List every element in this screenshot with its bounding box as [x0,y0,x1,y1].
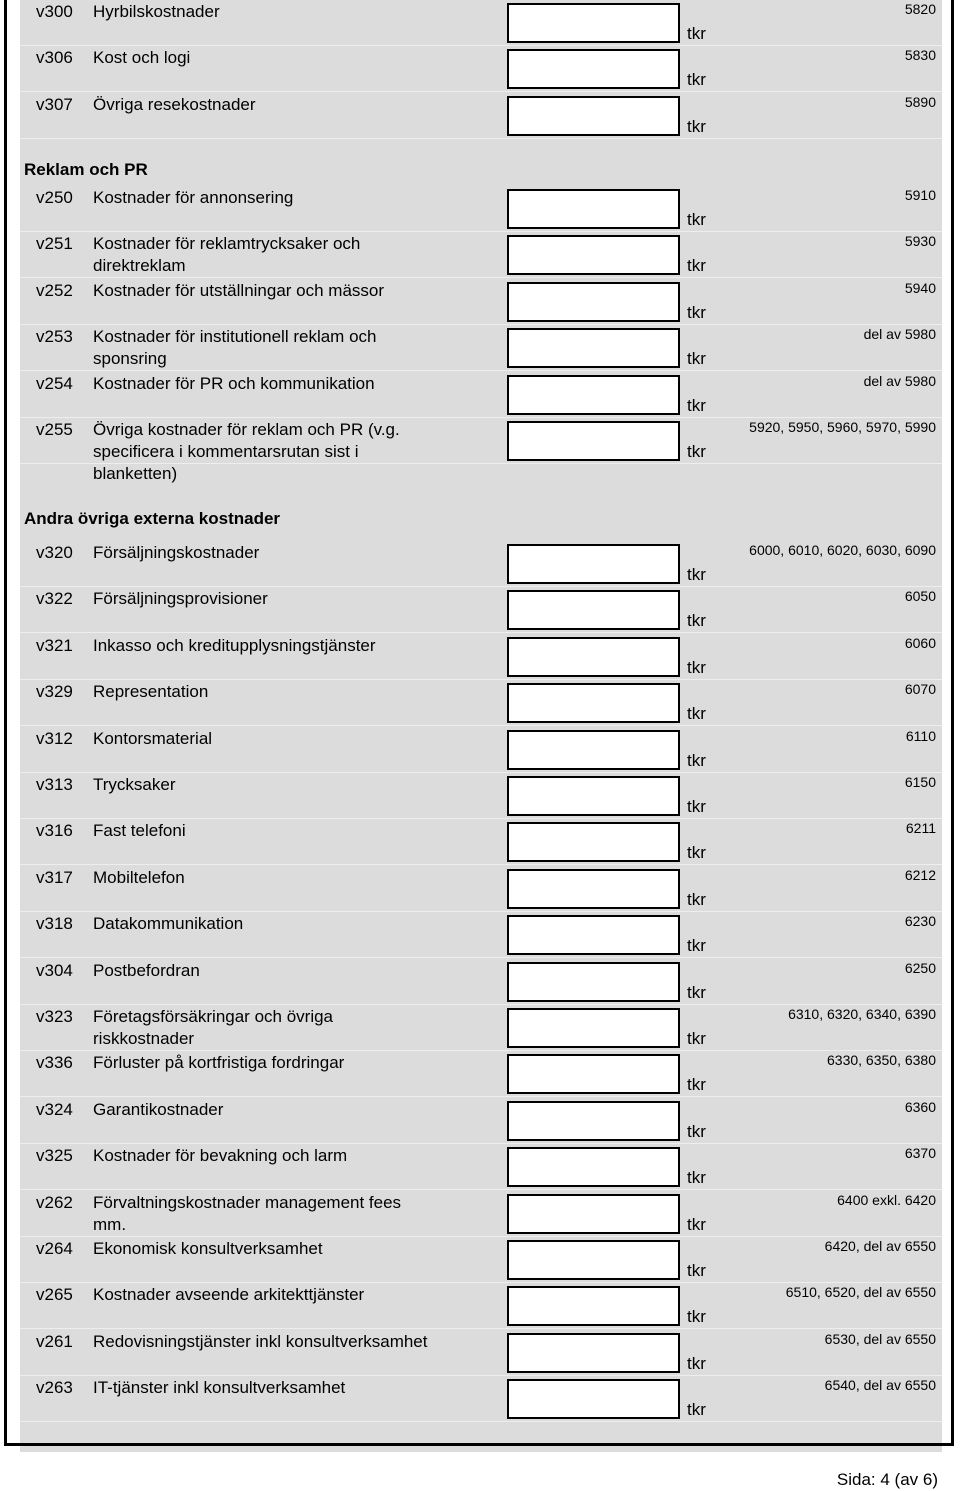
row-code: v253 [36,327,73,347]
form-row [20,279,942,325]
row-label: Kostnader avseende arkitekttjänster [93,1285,365,1305]
form-row [20,325,942,371]
form-row [20,1330,942,1376]
row-code: v264 [36,1239,73,1258]
unit-label: tkr [687,657,706,677]
row-label: Mobiltelefon [93,867,185,887]
form-row [20,232,942,278]
form-row [20,186,942,232]
row-code: v329 [36,682,73,702]
account-reference: del av 5980 [863,372,936,389]
row-code: v316 [36,821,73,841]
row-code: v313 [36,775,73,794]
amount-input[interactable] [507,544,680,584]
form-row [20,372,942,418]
unit-label: tkr [687,442,706,461]
form-row [20,1098,942,1144]
amount-input[interactable] [507,3,680,43]
amount-input[interactable] [507,1379,680,1419]
account-reference: del av 5980 [863,326,936,343]
row-label: Kostnader för PR och kommunikation [93,373,375,393]
row-label: Kostnader för utställningar och mässor [93,280,385,300]
row-label: Ekonomisk konsultverksamhet [93,1239,323,1258]
row-label: Inkasso och kreditupplysningstjänster [93,635,376,655]
amount-input[interactable] [507,49,680,89]
row-code: v323 [36,1007,73,1026]
account-reference: 6230 [904,913,936,930]
amount-input[interactable] [507,328,680,368]
page-number: Sida: 4 (av 6) [836,1470,938,1489]
form-row [20,634,942,680]
row-label: IT-tjänster inkl konsultverksamhet [93,1378,346,1398]
form-row [20,1283,942,1329]
row-label: Övriga kostnader för reklam och PR (v.g. specificera i kommentarsrutan sist i blanketten) [93,420,400,483]
unit-label: tkr [687,982,706,1002]
unit-label: tkr [687,936,706,956]
row-label: Kostnader för reklamtrycksaker och direktreklam [93,234,361,276]
account-reference: 6250 [904,959,936,976]
row-code: v336 [36,1053,73,1073]
unit-label: tkr [687,704,706,724]
amount-input[interactable] [507,1101,680,1141]
row-code: v322 [36,589,73,609]
form-row [20,1376,942,1422]
account-reference: 6211 [905,820,936,837]
form-row [20,959,942,1005]
row-label: Trycksaker [93,775,176,794]
amount-input[interactable] [507,776,680,816]
account-reference: 6060 [904,634,936,651]
account-reference: 6530, del av 6550 [824,1330,936,1347]
row-code: v261 [36,1331,73,1351]
form-row [20,819,942,865]
unit-label: tkr [687,611,706,631]
unit-label: tkr [687,1214,706,1234]
amount-input[interactable] [507,869,680,909]
row-code: v306 [36,48,73,68]
account-reference: 6540, del av 6550 [824,1377,936,1394]
row-code: v312 [36,728,73,748]
amount-input[interactable] [507,730,680,770]
account-reference: 6360 [904,1098,936,1115]
amount-input[interactable] [507,683,680,723]
row-label: Kostnader för bevakning och larm [93,1146,348,1166]
amount-input[interactable] [507,637,680,677]
unit-label: tkr [687,1307,706,1327]
unit-label: tkr [687,1353,706,1373]
row-label: Redovisningstjänster inkl konsultverksamhet [93,1331,428,1351]
unit-label: tkr [687,843,706,863]
unit-label: tkr [687,349,706,369]
form-row [20,1051,942,1097]
amount-input[interactable] [507,96,680,136]
account-reference: 6510, 6520, del av 6550 [785,1284,936,1301]
account-reference: 5830 [904,47,936,64]
account-reference: 6310, 6320, 6340, 6390 [788,1006,936,1022]
row-label: Kostnader för annonsering [93,188,294,207]
row-code: v304 [36,960,73,980]
account-reference: 6050 [904,588,936,605]
unit-label: tkr [687,1400,706,1420]
amount-input[interactable] [507,590,680,630]
unit-label: tkr [687,1121,706,1141]
row-label: Garantikostnader [93,1099,224,1119]
amount-input[interactable] [507,282,680,322]
unit-label: tkr [687,1075,706,1095]
amount-input[interactable] [507,189,680,229]
row-label: Kontorsmaterial [93,728,213,748]
row-label: Datakommunikation [93,914,244,934]
account-reference: 6370 [904,1145,936,1162]
row-code: v254 [36,373,73,393]
account-reference: 6070 [904,681,936,698]
account-reference: 6110 [905,727,936,744]
amount-input[interactable] [507,1194,680,1234]
account-reference: 6330, 6350, 6380 [827,1052,936,1069]
row-label: Kostnader för institutionell reklam och sponsring [93,327,377,369]
amount-input[interactable] [507,421,680,461]
amount-input[interactable] [507,235,680,275]
unit-label: tkr [687,24,706,43]
row-code: v325 [36,1146,73,1166]
row-code: v320 [36,543,73,562]
row-label: Förluster på kortfristiga fordringar [93,1053,345,1073]
row-code: v263 [36,1378,73,1398]
form-row [20,912,942,958]
unit-label: tkr [687,395,706,415]
account-reference: 6000, 6010, 6020, 6030, 6090 [749,542,936,558]
unit-label: tkr [687,1029,706,1048]
form-row [20,0,942,46]
row-label: Förvaltningskostnader management fees mm. [93,1192,402,1234]
amount-input[interactable] [507,822,680,862]
section-heading: Reklam och PR [24,160,148,179]
account-reference: 5930 [904,233,936,250]
unit-label: tkr [687,797,706,816]
amount-input[interactable] [507,1147,680,1187]
unit-label: tkr [687,889,706,909]
form-row [20,727,942,773]
row-code: v318 [36,914,73,934]
unit-label: tkr [687,210,706,229]
unit-label: tkr [687,116,706,136]
form-row [20,1144,942,1190]
form-row [20,1191,942,1237]
account-reference: 5920, 5950, 5960, 5970, 5990 [749,419,936,435]
unit-label: tkr [687,750,706,770]
amount-input[interactable] [507,915,680,955]
row-code: v262 [36,1192,73,1212]
unit-label: tkr [687,70,706,90]
row-label: Kost och logi [93,48,191,68]
row-label: Företagsförsäkringar och övriga riskkostnader [93,1007,334,1048]
account-reference: 6150 [904,774,936,790]
form-row [20,680,942,726]
unit-label: tkr [687,256,706,276]
amount-input[interactable] [507,1286,680,1326]
row-code: v252 [36,280,73,300]
account-reference: 5910 [904,187,936,203]
amount-input[interactable] [507,962,680,1002]
unit-label: tkr [687,302,706,322]
row-label: Hyrbilskostnader [93,2,220,21]
row-code: v255 [36,420,73,439]
row-label: Representation [93,682,209,702]
unit-label: tkr [687,565,706,584]
amount-input[interactable] [507,1333,680,1373]
row-label: Försäljningsprovisioner [93,589,268,609]
row-label: Försäljningskostnader [93,543,260,562]
row-code: v307 [36,94,73,114]
account-reference: 5820 [904,1,936,17]
form-row [20,93,942,139]
row-label: Övriga resekostnader [93,94,256,114]
section-heading: Andra övriga externa kostnader [24,509,281,528]
amount-input[interactable] [507,1054,680,1094]
row-code: v250 [36,188,73,207]
row-code: v251 [36,234,73,254]
row-code: v265 [36,1285,73,1305]
form-row [20,866,942,912]
account-reference: 5940 [904,279,936,296]
account-reference: 6212 [904,866,936,883]
form-row [20,1237,942,1283]
form-row [20,773,942,819]
amount-input[interactable] [507,375,680,415]
row-code: v300 [36,2,73,21]
amount-input[interactable] [507,1240,680,1280]
row-label: Postbefordran [93,960,200,980]
unit-label: tkr [687,1168,706,1188]
row-code: v321 [36,635,73,655]
amount-input[interactable] [507,1008,680,1048]
account-reference: 6400 exkl. 6420 [837,1191,936,1208]
form-row [20,587,942,633]
account-reference: 6420, del av 6550 [824,1238,936,1254]
unit-label: tkr [687,1261,706,1280]
account-reference: 5890 [904,93,936,110]
form-row [20,541,942,587]
form-row [20,46,942,92]
form-row [20,418,942,483]
row-code: v317 [36,867,73,887]
row-code: v324 [36,1099,73,1119]
form-row [20,1005,942,1051]
row-label: Fast telefoni [93,821,186,841]
